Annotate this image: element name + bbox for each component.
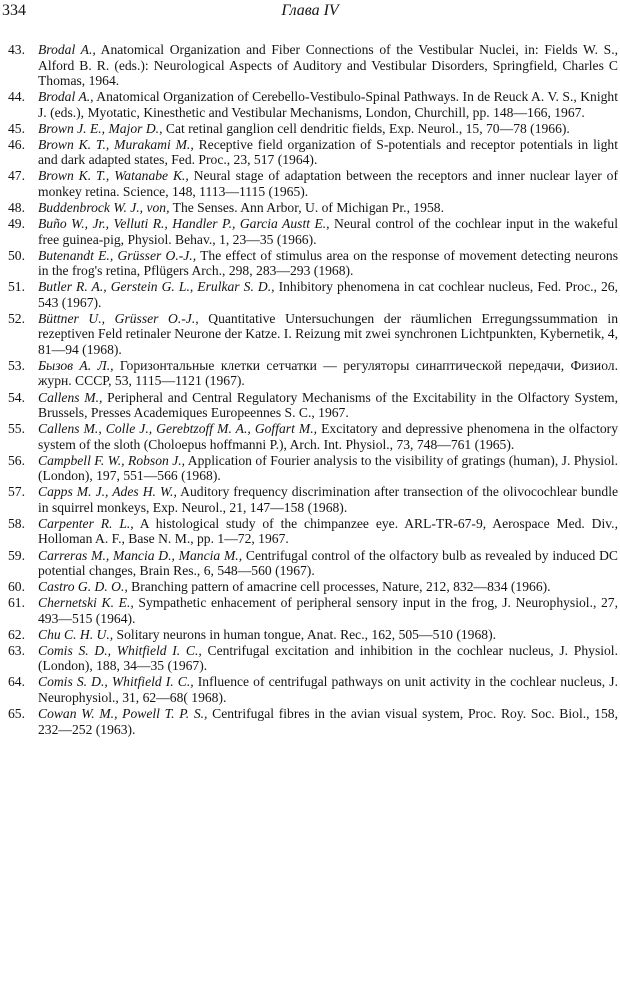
reference-number: 45.: [8, 120, 25, 136]
reference-number: 65.: [8, 706, 25, 722]
reference-item: [8, 311, 618, 358]
reference-text: Inhibitory phenomena in cat cochlear nucleus, Fed. Proc., 26, 543 (1967).: [38, 279, 618, 310]
reference-text: Neural control of the cochlear input in the wakeful free guinea-pig, Physiol. Behav., 1, 23—35 (1966).: [38, 216, 618, 247]
reference-text: Influence of centrifugal pathways on unit activity in the cochlear nucleus, J. Neurophysiol., 31, 62—68( 1968).: [38, 674, 618, 705]
reference-item: [8, 516, 618, 547]
page-number: 334: [2, 2, 26, 19]
reference-item: [8, 168, 618, 199]
reference-authors: Callens M., Colle J., Gerebtzoff M. A., Goffart M.,: [38, 421, 318, 437]
reference-text: Quantitative Untersuchungen der räumlichen Erregungssummation in rezeptiven Feld retinaler Neurone der Katze. I. Reizung mit zwei synchronen Lichtpunkten, Kybernetik, 4, 81—94 (1968).: [38, 310, 618, 357]
reference-item: [8, 595, 618, 626]
reference-number: 50.: [8, 247, 25, 263]
reference-number: 48.: [8, 199, 25, 215]
reference-item: [8, 200, 618, 216]
reference-item: [8, 279, 618, 310]
reference-text: Горизонтальные клетки сетчатки — регуляторы синаптической передачи, Физиол. журн. СССР, 53, 1115—1121 (1967).: [38, 357, 618, 389]
reference-text: Neural stage of adaptation between the receptors and inner nuclear layer of monkey retina. Science, 148, 1113—1115 (1965).: [38, 168, 619, 199]
reference-item: [8, 121, 618, 137]
reference-list: [8, 42, 618, 738]
reference-number: 63.: [8, 642, 25, 658]
reference-number: 51.: [8, 279, 25, 295]
reference-authors: Büttner U., Grüsser O.-J.,: [38, 310, 199, 326]
reference-authors: Buddenbrock W. J., von,: [38, 199, 170, 215]
reference-number: 57.: [8, 484, 25, 500]
reference-text: Receptive field organization of S-potentials and receptor potentials in light and dark adapted states, Fed. Proc., 23, 517 (1964).: [38, 136, 618, 168]
reference-item: [8, 706, 618, 737]
reference-item: [8, 89, 618, 120]
reference-authors: Бызов А. Л.,: [38, 357, 114, 373]
reference-authors: Cowan W. M., Powell T. P. S.,: [38, 706, 208, 722]
reference-text: A histological study of the chimpanzee eye. ARL-TR-67-9, Aerospace Med. Div., Holloman A. F., Base N. M., pp. 1—72, 1967.: [38, 515, 618, 547]
reference-number: 43.: [8, 42, 25, 57]
reference-item: [8, 42, 618, 89]
reference-number: 53.: [8, 357, 25, 373]
reference-number: 62.: [8, 626, 25, 642]
reference-item: [8, 627, 618, 643]
reference-authors: Comis S. D., Whitfield I. C.,: [38, 674, 194, 690]
reference-number: 56.: [8, 452, 25, 468]
reference-number: 46.: [8, 136, 25, 152]
reference-number: 47.: [8, 168, 25, 184]
reference-text: Centrifugal fibres in the avian visual system, Proc. Roy. Soc. Biol., 158, 232—252 (1963).: [38, 706, 618, 737]
reference-text: The Senses. Ann Arbor, U. of Michigan Pr., 1958.: [169, 199, 444, 215]
reference-number: 44.: [8, 89, 25, 105]
reference-authors: Carreras M., Mancia D., Mancia M.,: [38, 547, 243, 563]
reference-authors: Butenandt E., Grüsser O.-J.,: [38, 247, 197, 263]
reference-item: [8, 674, 618, 705]
reference-authors: Brown K. T., Watanabe K.,: [38, 168, 189, 184]
reference-item: [8, 643, 618, 674]
reference-text: Cat retinal ganglion cell dendritic fields, Exp. Neurol., 15, 70—78 (1966).: [162, 120, 570, 136]
reference-authors: Butler R. A., Gerstein G. L., Erulkar S. D.,: [38, 279, 275, 295]
reference-text: Branching pattern of amacrine cell processes, Nature, 212, 832—834 (1966).: [127, 579, 551, 595]
reference-authors: Castro G. D. O.,: [38, 579, 128, 595]
reference-authors: Brodal A.,: [38, 89, 94, 105]
reference-item: [8, 216, 618, 247]
reference-authors: Chernetski K. E.,: [38, 595, 134, 611]
reference-number: 61.: [8, 595, 25, 611]
reference-authors: Carpenter R. L.,: [38, 515, 134, 531]
reference-number: 59.: [8, 547, 25, 563]
reference-authors: Brown J. E., Major D.,: [38, 120, 163, 136]
reference-authors: Chu C. H. U.,: [38, 626, 114, 642]
reference-item: [8, 579, 618, 595]
reference-item: [8, 248, 618, 279]
reference-text: Centrifugal control of the olfactory bulb as revealed by induced DC potential changes, Brain Res., 6, 548—560 (1967).: [38, 547, 619, 578]
reference-text: Centrifugal excitation and inhibition in the cochlear nucleus, J. Physiol. (London), 188, 34—35 (1967).: [38, 642, 618, 674]
reference-authors: Campbell F. W., Robson J.,: [38, 452, 186, 468]
reference-item: [8, 484, 618, 515]
reference-text: Anatomical Organization and Fiber Connections of the Vestibular Nuclei, in: Fields W. S., Alford B. R. (eds.): Neurological Aspects of Auditory and Vestibular Disorders, Springfield, Charles C Thomas, 1964.: [38, 42, 618, 88]
reference-text: Sympathetic enhacement of peripheral sensory input in the frog, J. Neurophysiol., 27, 493—515 (1964).: [38, 595, 619, 626]
reference-item: [8, 548, 618, 579]
reference-item: [8, 137, 618, 168]
reference-item: [8, 390, 618, 421]
reference-text: Anatomical Organization of Cerebello-Vestibulo-Spinal Pathways. In de Reuck A. V. S., Knight J. (eds.), Myotatic, Kinesthetic and Vestibular Mechanisms, London, Churchill, pp. 148—166, 1967.: [38, 89, 618, 120]
reference-text: Auditory frequency discrimination after transection of the olivocochlear bundle in squirrel monkeys, Exp. Neurol., 21, 147—158 (1968).: [38, 484, 619, 515]
reference-authors: Brodal A.,: [38, 42, 96, 57]
reference-authors: Brown K. T., Murakami M.,: [38, 136, 194, 152]
reference-number: 52.: [8, 310, 25, 326]
reference-text: Peripheral and Central Regulatory Mechanisms of the Excitability in the Olfactory System, Brussels, Presses Academiques Europeennes S. C., 1967.: [38, 389, 618, 421]
reference-authors: Callens M.,: [38, 389, 103, 405]
reference-number: 55.: [8, 421, 25, 437]
reference-authors: Comis S. D., Whitfield I. C.,: [38, 642, 202, 658]
reference-item: [8, 421, 618, 452]
running-title: Глава IV: [281, 2, 339, 19]
page-header: [0, 2, 620, 26]
reference-number: 49.: [8, 216, 25, 232]
reference-text: Excitatory and depressive phenomena in the olfactory system of the sloth (Choloepus hoffmanni P.), Arch. Int. Physiol., 73, 748—761 (1965).: [38, 421, 618, 452]
reference-authors: Capps M. J., Ades H. W.,: [38, 484, 177, 500]
reference-text: Application of Fourier analysis to the visibility of gratings (human), J. Physiol. (London), 197, 551—566 (1968).: [38, 452, 618, 484]
reference-number: 58.: [8, 515, 25, 531]
reference-text: Solitary neurons in human tongue, Anat. Rec., 162, 505—510 (1968).: [113, 626, 496, 642]
reference-authors: Buño W., Jr., Velluti R., Handler P., Garcia Austt E.,: [38, 216, 330, 232]
reference-item: [8, 453, 618, 484]
reference-number: 54.: [8, 389, 25, 405]
reference-item: [8, 358, 618, 389]
reference-number: 64.: [8, 674, 25, 690]
reference-text: The effect of stimulus area on the response of movement detecting neurons in the frog's retina, Pflügers Arch., 298, 283—293 (1968).: [38, 247, 618, 279]
reference-number: 60.: [8, 579, 25, 595]
